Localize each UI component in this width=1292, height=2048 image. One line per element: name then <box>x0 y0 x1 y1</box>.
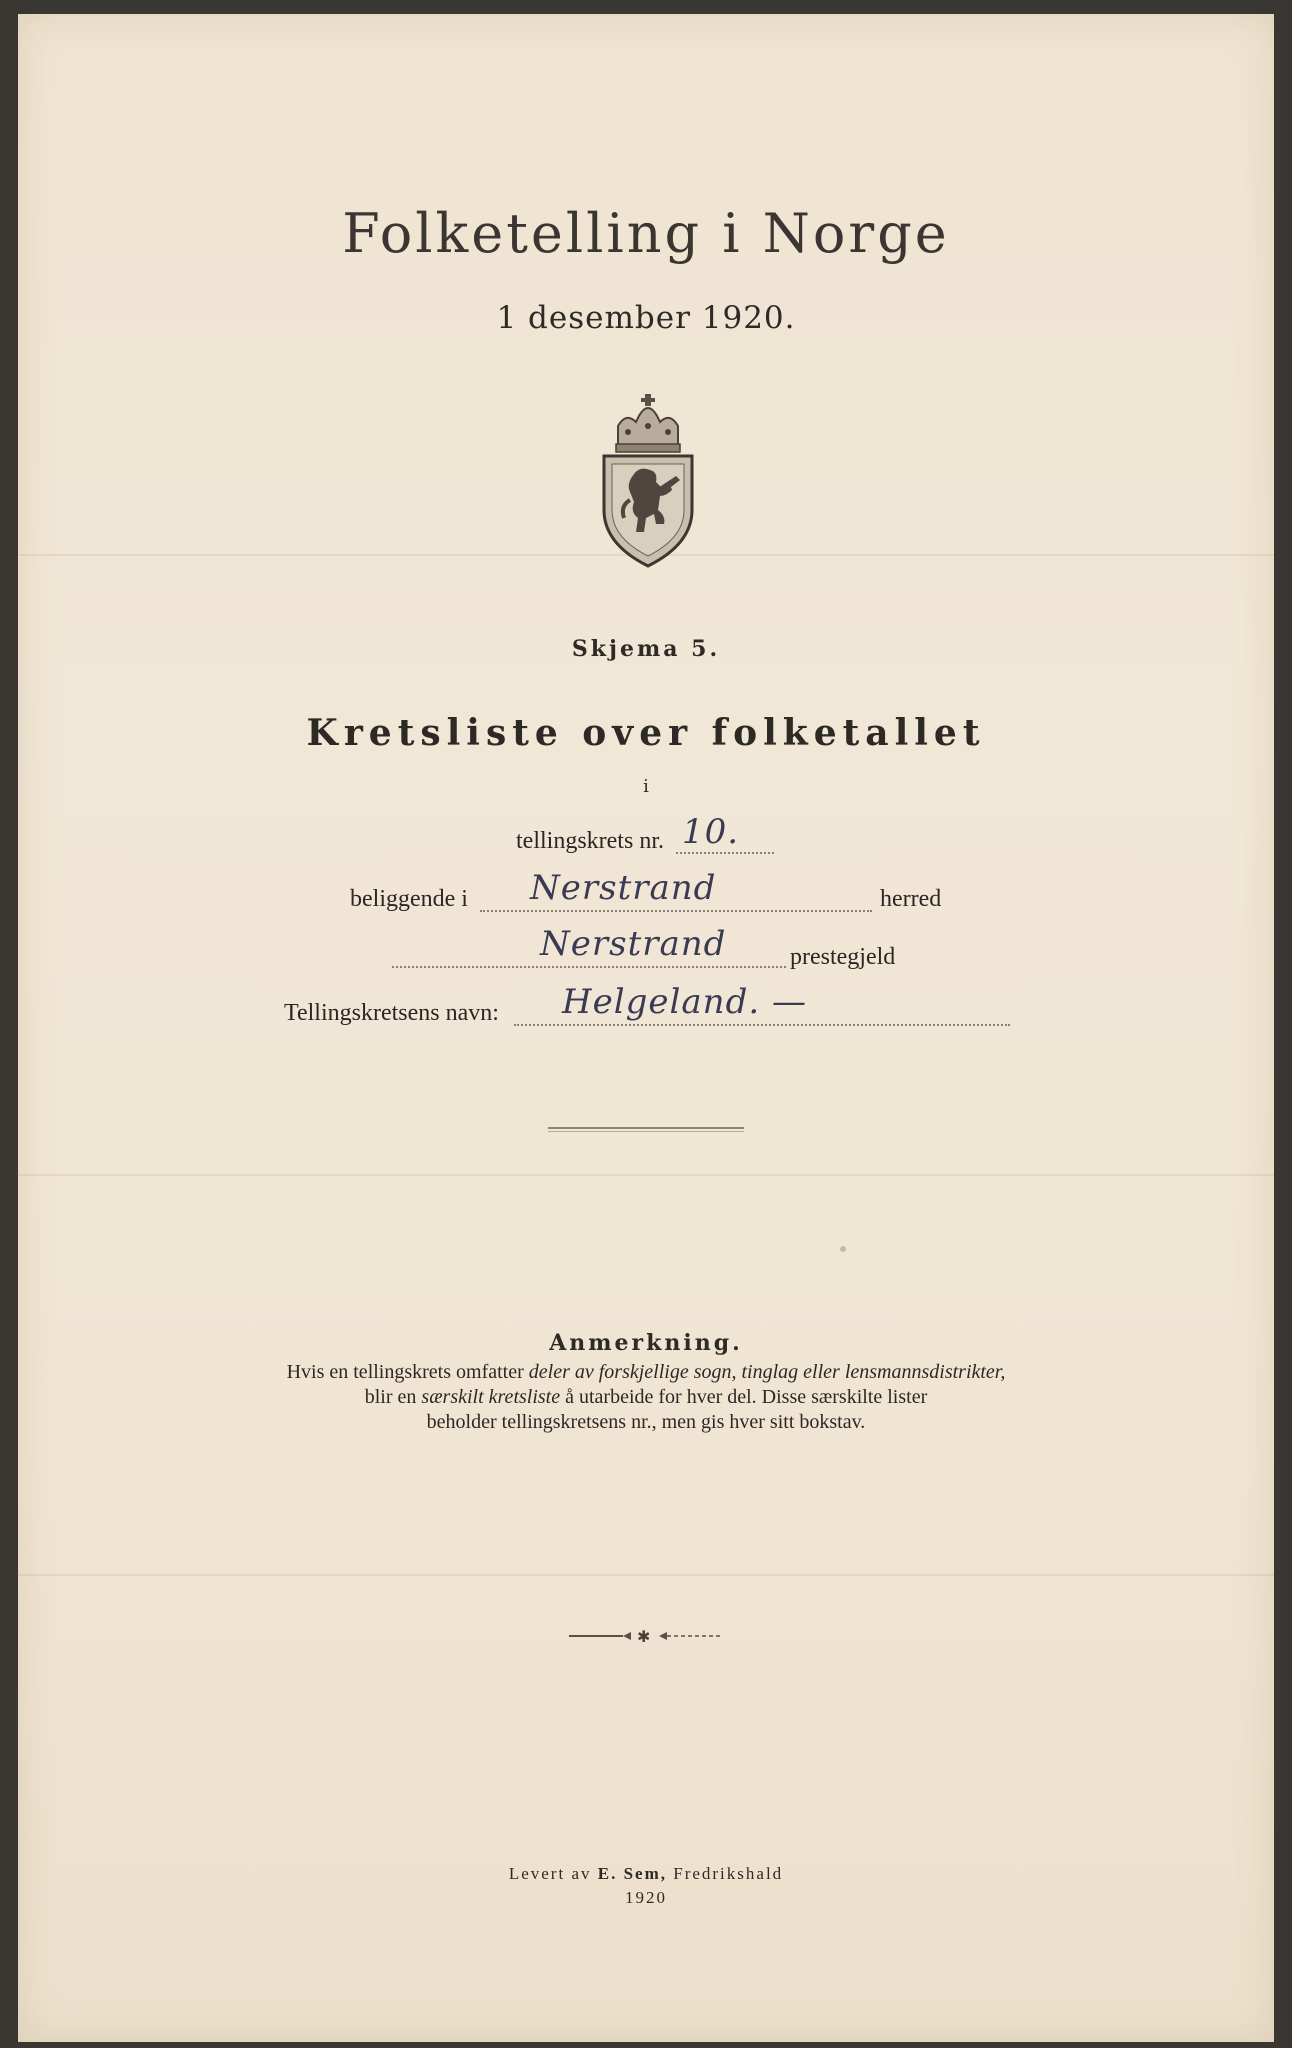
parish-suffix: prestegjeld <box>790 944 896 970</box>
district-name-value: Helgeland. — <box>562 982 807 1022</box>
divider-rule <box>548 1131 744 1132</box>
district-name-label: Tellingskretsens navn: <box>284 1000 499 1026</box>
note-heading: Anmerkning. <box>549 1330 743 1356</box>
municipality-dotline <box>480 910 872 912</box>
paper-fold <box>18 1174 1274 1176</box>
form-number: Skjema 5. <box>571 636 721 662</box>
divider-rule <box>548 1127 744 1129</box>
municipality-suffix: herred <box>880 886 942 912</box>
note-line-3: beholder tellingskretsens nr., men gis hver sitt bokstav. <box>426 1411 866 1433</box>
ornament-divider-icon <box>565 1626 725 1646</box>
census-date: 1 desember 1920. <box>496 300 796 336</box>
parish-dotline <box>392 966 786 968</box>
note-line-2: blir en særskilt kretsliste å utarbeide for hver del. Disse særskilte lister <box>364 1386 928 1408</box>
parish-value: Nerstrand <box>540 924 727 964</box>
note-text <box>0 1360 1292 1435</box>
district-number-dotline <box>676 852 774 854</box>
municipality-value: Nerstrand <box>530 868 717 908</box>
district-name-dotline <box>514 1024 1010 1026</box>
paper-fold <box>18 1574 1274 1576</box>
printer-imprint <box>0 1862 1292 1910</box>
imprint-year: 1920 <box>625 1888 667 1907</box>
imprint-line: Levert av E. Sem, Fredrikshald <box>508 1864 784 1883</box>
municipality-label: beliggende i <box>350 886 468 912</box>
document-title: Folketelling i Norge <box>342 202 950 265</box>
form-heading: Kretsliste over folketallet <box>306 712 986 754</box>
district-number-label: tellingskrets nr. <box>516 828 664 854</box>
note-line-1: Hvis en tellingskrets omfatter deler av forskjellige sogn, tinglag eller lensmannsdistrikter, <box>286 1361 1006 1383</box>
ink-spot <box>840 1246 846 1252</box>
svg-text:✱: ✱ <box>637 1627 651 1646</box>
connector-text: i <box>643 776 649 797</box>
norwegian-coat-of-arms-icon <box>600 392 696 568</box>
district-number-value: 10. <box>682 812 740 852</box>
